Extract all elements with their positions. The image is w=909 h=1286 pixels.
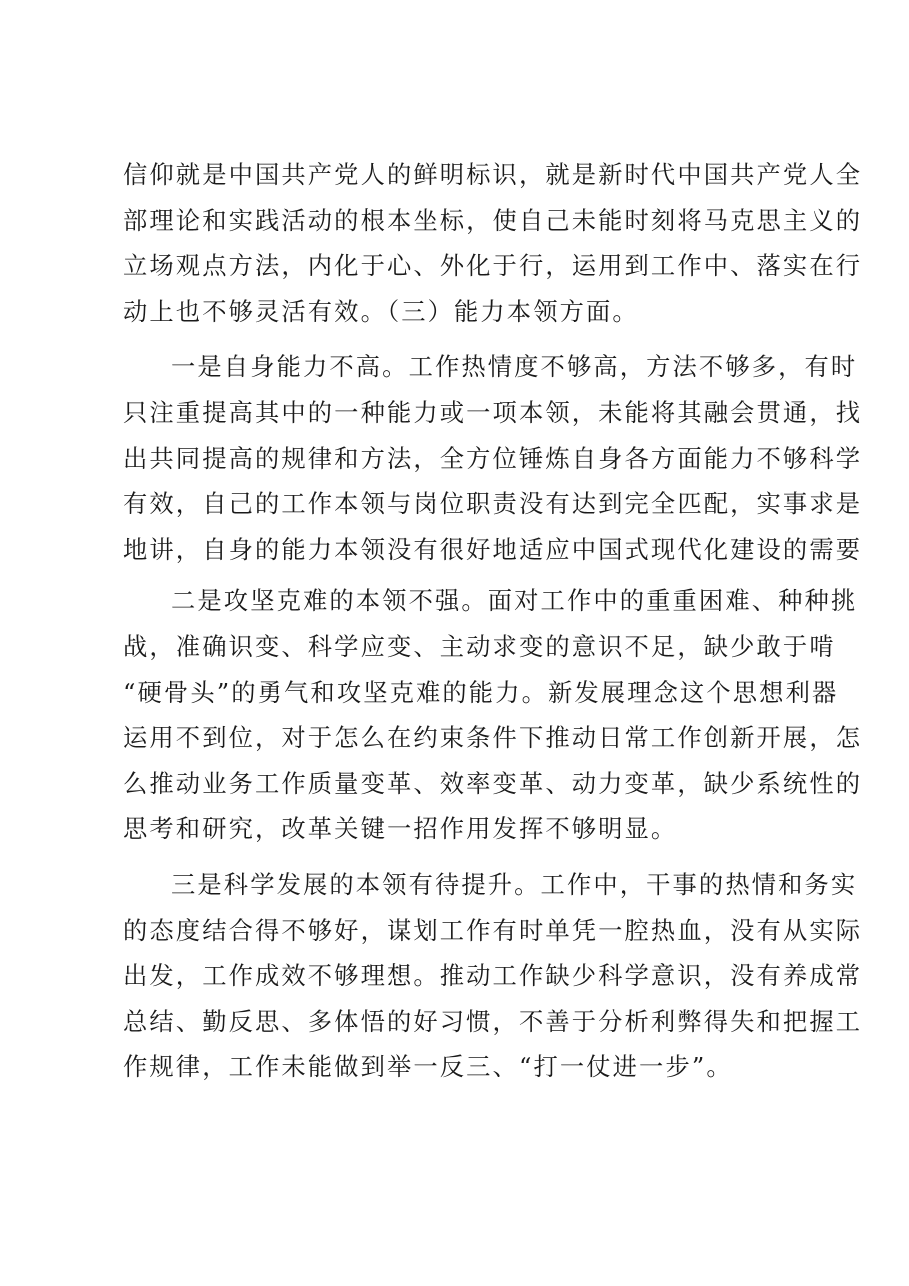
text-line: 立场观点方法，内化于心、外化于行，运用到工作中、落实在行 xyxy=(123,251,863,281)
text-line: 一是自身能力不高。工作热情度不够高，方法不够多，有时 xyxy=(171,352,858,382)
text-line: 战，准确识变、科学应变、主动求变的意识不足，缺少敢于啃 xyxy=(123,631,836,661)
text-line: 只注重提高其中的一种能力或一项本领，未能将其融会贯通，找 xyxy=(123,397,863,427)
text-line: 总结、勤反思、多体悟的好习惯，不善于分析利弊得失和把握工 xyxy=(123,1006,863,1036)
text-line: 动上也不够灵活有效。（三）能力本领方面。 xyxy=(123,296,639,326)
text-line: “硬骨头”的勇气和攻坚克难的能力。新发展理念这个思想利器 xyxy=(123,677,839,707)
text-line: 作规律，工作未能做到举一反三、“打一仗进一步”。 xyxy=(123,1052,733,1082)
text-line: 信仰就是中国共产党人的鲜明标识，就是新时代中国共产党人全 xyxy=(123,160,863,189)
text-line: 部理论和实践活动的根本坐标，使自己未能时刻将马克思主义的 xyxy=(123,205,863,235)
text-line: 的态度结合得不够好，谋划工作有时单凭一腔热血，没有从实际 xyxy=(123,915,863,945)
paragraph-continuation xyxy=(123,152,863,334)
text-line: 运用不到位，对于怎么在约束条件下推动日常工作创新开展，怎 xyxy=(123,723,863,753)
document-body xyxy=(123,152,863,1090)
text-line: 么推动业务工作质量变革、效率变革、动力变革，缺少系统性的 xyxy=(123,768,863,798)
paragraph-tackling-difficulties xyxy=(123,578,863,852)
text-line: 三是科学发展的本领有待提升。工作中，干事的热情和务实 xyxy=(171,869,858,899)
paragraph-ability-not-high xyxy=(123,344,863,572)
text-line: 思考和研究，改革关键一招作用发挥不够明显。 xyxy=(123,814,678,844)
text-line: 二是攻坚克难的本领不强。面对工作中的重重困难、种种挑 xyxy=(171,586,858,616)
text-line: 地讲，自身的能力本领没有很好地适应中国式现代化建设的需要 xyxy=(123,534,863,564)
text-line: 出发，工作成效不够理想。推动工作缺少科学意识，没有养成常 xyxy=(123,961,863,991)
paragraph-scientific-development xyxy=(123,862,863,1090)
text-line: 有效，自己的工作本领与岗位职责没有达到完全匹配，实事求是 xyxy=(123,489,863,519)
text-line: 出共同提高的规律和方法，全方位锤炼自身各方面能力不够科学 xyxy=(123,443,863,473)
